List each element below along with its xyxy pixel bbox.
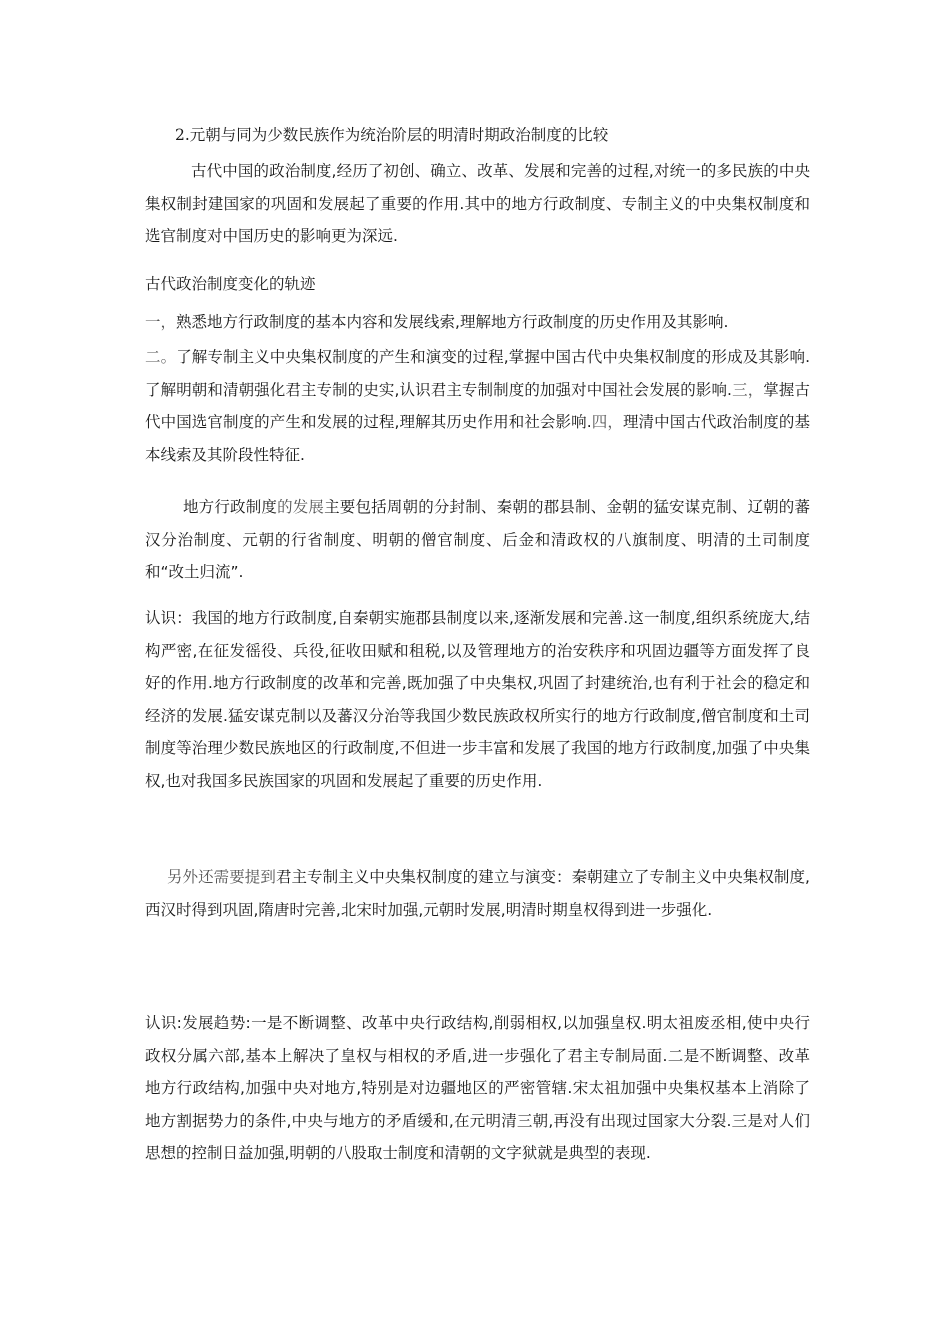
list-text-1: 熟悉地方行政制度的基本内容和发展线索,理解地方行政制度的历史作用及其影响. [176, 313, 729, 331]
intro-paragraph [145, 155, 810, 253]
trajectory-title: 古代政治制度变化的轨迹 [145, 275, 316, 293]
local-admin-paragraph [145, 491, 810, 589]
local-admin-understanding: 认识：我国的地方行政制度,自秦朝实施郡县制度以来,逐渐发展和完善.这一制度,组织系统庞大,结构严密,在征发徭役、兵役,征收田赋和租税,以及管理地方的治安秩序和巩固边疆等方面发挥了良好的作用.地方行政制度的改革和完善,既加强了中央集权,巩固了封建统治,也有利于社会的稳定和经济的发展.猛安谋克制以及蕃汉分治等我国少数民族政权所实行的地方行政制度,僧官制度和土司制度等治理少数民族地区的行政制度,不但进一步丰富和发展了我国的地方行政制度,加强了中央集权,也对我国多民族国家的巩固和发展起了重要的历史作用. [145, 609, 810, 790]
list-text-3: 掌握古代中国选官制度的产生和发展的过程,理解其历史作用和社会影响. [145, 380, 810, 431]
central-power-lead: 另外还需要提到 [167, 868, 276, 886]
section-heading: 2.元朝与同为少数民族作为统治阶层的明清时期政治制度的比较 [175, 126, 609, 144]
list-item-1 [145, 306, 810, 339]
central-power-text: 君主专制主义中央集权制度的建立与演变：秦朝建立了专制主义中央集权制度,西汉时得到巩固,隋唐时完善,北宋时加强,元朝时发展,明清时期皇权得到进一步强化. [145, 868, 810, 919]
central-power-paragraph [145, 861, 810, 926]
local-admin-lead: 地方行政制度 [183, 498, 278, 516]
list-text-4: 理清中国古代政治制度的基本线索及其阶段性特征. [145, 413, 810, 464]
list-marker-3: 三， [732, 380, 764, 399]
list-item-2-4 [145, 341, 810, 471]
intro-text: 古代中国的政治制度,经历了初创、确立、改革、发展和完善的过程,对统一的多民族的中央集权制封建国家的巩固和发展起了重要的作用.其中的地方行政制度、专制主义的中央集权制度和选官制度对中国历史的影响更为深远. [145, 162, 810, 245]
list-text-2: 了解专制主义中央集权制度的产生和演变的过程,掌握中国古代中央集权制度的形成及其影响.了解明朝和清朝强化君主专制的史实,认识君主专制制度的加强对中国社会发展的影响. [145, 348, 810, 399]
local-admin-text: 主要包括周朝的分封制、秦朝的郡县制、金朝的猛安谋克制、辽朝的蕃汉分治制度、元朝的行省制度、明朝的僧官制度、后金和清政权的八旗制度、明清的土司制度和“改土归流”. [145, 498, 810, 581]
central-power-understanding: 认识:发展趋势:一是不断调整、改革中央行政结构,削弱相权,以加强皇权.明太祖废丞相,使中央行政权分属六部,基本上解决了皇权与相权的矛盾,进一步强化了君主专制局面.二是不断调整、改革地方行政结构,加强中央对地方,特别是对边疆地区的严密管辖.宋太祖加强中央集权基本上消除了地方割据势力的条件,中央与地方的矛盾缓和,在元明清三朝,再没有出现过国家大分裂.三是对人们思想的控制日益加强,明朝的八股取士制度和清朝的文字狱就是典型的表现. [145, 1014, 810, 1162]
list-marker-4: 四， [591, 413, 623, 431]
local-admin-lead-serif: 的发展 [277, 498, 325, 516]
list-marker-2: 二。 [145, 348, 177, 366]
list-marker-1: 一， [145, 313, 177, 331]
